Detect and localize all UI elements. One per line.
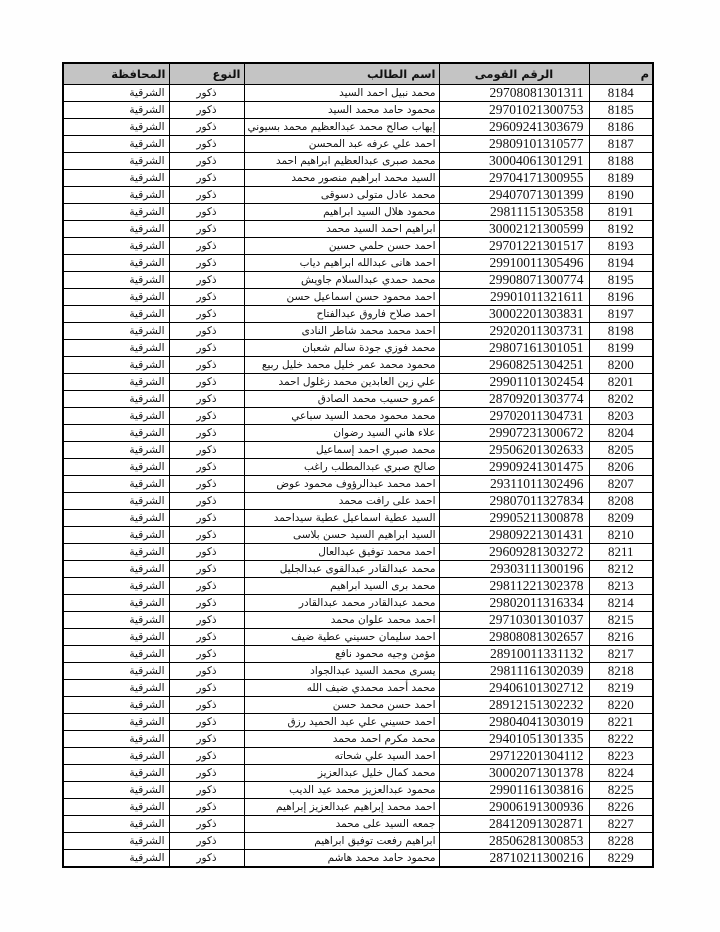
national-id-cell: 29609281303272 (439, 543, 589, 560)
gender-cell: ذكور (169, 84, 244, 101)
row-index-cell: 8184 (589, 84, 653, 101)
national-id-cell: 28506281300853 (439, 832, 589, 849)
gender-cell: ذكور (169, 271, 244, 288)
students-roster-table (62, 62, 654, 868)
governorate-cell: الشرقية (63, 254, 169, 271)
governorate-cell: الشرقية (63, 339, 169, 356)
row-index-cell: 8187 (589, 135, 653, 152)
student-name-cell: إيهاب صالح محمد عبدالعظيم محمد بسيوني (244, 118, 439, 135)
governorate-cell: الشرقية (63, 135, 169, 152)
governorate-cell: الشرقية (63, 713, 169, 730)
student-name-cell: محمد عبدالقادر عبدالقوى عبدالجليل (244, 560, 439, 577)
student-name-cell: مؤمن وجيه محمود نافع (244, 645, 439, 662)
gender-cell: ذكور (169, 509, 244, 526)
governorate-cell: الشرقية (63, 611, 169, 628)
student-name-cell: عمرو حسيب محمد الصادق (244, 390, 439, 407)
table-row (63, 118, 653, 135)
national-id-cell: 29811151305358 (439, 203, 589, 220)
gender-cell: ذكور (169, 713, 244, 730)
national-id-cell: 28910011331132 (439, 645, 589, 662)
gender-cell: ذكور (169, 322, 244, 339)
table-row (63, 305, 653, 322)
row-index-cell: 8224 (589, 764, 653, 781)
gender-cell: ذكور (169, 577, 244, 594)
national-id-cell: 29202011303731 (439, 322, 589, 339)
governorate-cell: الشرقية (63, 781, 169, 798)
gender-cell: ذكور (169, 662, 244, 679)
table-row (63, 645, 653, 662)
table-row (63, 288, 653, 305)
row-index-cell: 8211 (589, 543, 653, 560)
governorate-cell: الشرقية (63, 118, 169, 135)
national-id-cell: 29702011304731 (439, 407, 589, 424)
national-id-cell: 29909241301475 (439, 458, 589, 475)
governorate-cell: الشرقية (63, 220, 169, 237)
table-row (63, 373, 653, 390)
national-id-cell: 29907231300672 (439, 424, 589, 441)
gender-cell: ذكور (169, 645, 244, 662)
row-index-cell: 8191 (589, 203, 653, 220)
gender-cell: ذكور (169, 696, 244, 713)
table-row (63, 798, 653, 815)
student-name-cell: احمد محمد محمد شاطر النادى (244, 322, 439, 339)
national-id-cell: 30002071301378 (439, 764, 589, 781)
gender-cell: ذكور (169, 305, 244, 322)
national-id-cell: 29908071300774 (439, 271, 589, 288)
governorate-cell: الشرقية (63, 237, 169, 254)
gender-cell: ذكور (169, 152, 244, 169)
table-row (63, 322, 653, 339)
row-index-cell: 8227 (589, 815, 653, 832)
governorate-cell: الشرقية (63, 832, 169, 849)
table-row (63, 237, 653, 254)
table-row (63, 458, 653, 475)
row-index-cell: 8186 (589, 118, 653, 135)
student-name-cell: احمد هانى عبدالله ابراهيم دياب (244, 254, 439, 271)
gender-cell: ذكور (169, 611, 244, 628)
gender-cell: ذكور (169, 441, 244, 458)
table-row (63, 713, 653, 730)
governorate-cell: الشرقية (63, 679, 169, 696)
gender-cell: ذكور (169, 849, 244, 867)
row-index-cell: 8214 (589, 594, 653, 611)
student-name-cell: محمود عبدالعزيز محمد عيد الديب (244, 781, 439, 798)
national-id-cell: 29807011327834 (439, 492, 589, 509)
table-row (63, 169, 653, 186)
governorate-cell: الشرقية (63, 526, 169, 543)
gender-cell: ذكور (169, 288, 244, 305)
gender-cell: ذكور (169, 407, 244, 424)
gender-cell: ذكور (169, 356, 244, 373)
national-id-cell: 29710301301037 (439, 611, 589, 628)
student-name-cell: يسرى محمد السيد عبدالجواد (244, 662, 439, 679)
national-id-cell: 30002121300599 (439, 220, 589, 237)
governorate-cell: الشرقية (63, 356, 169, 373)
governorate-cell: الشرقية (63, 492, 169, 509)
table-row (63, 764, 653, 781)
row-index-cell: 8208 (589, 492, 653, 509)
national-id-cell: 29901161303816 (439, 781, 589, 798)
governorate-cell: الشرقية (63, 271, 169, 288)
row-index-cell: 8213 (589, 577, 653, 594)
governorate-cell: الشرقية (63, 764, 169, 781)
governorate-cell: الشرقية (63, 628, 169, 645)
student-name-cell: جمعه السيد على محمد (244, 815, 439, 832)
national-id-cell: 29809221301431 (439, 526, 589, 543)
student-name-cell: محمد حمدي عبدالسلام جاويش (244, 271, 439, 288)
governorate-cell: الشرقية (63, 305, 169, 322)
student-name-cell: محمد أحمد محمدي ضيف الله (244, 679, 439, 696)
column-header-gender: النوع (169, 63, 244, 84)
table-row (63, 203, 653, 220)
student-name-cell: السيد عطية اسماعيل عطية سيداحمد (244, 509, 439, 526)
gender-cell: ذكور (169, 118, 244, 135)
table-row (63, 441, 653, 458)
national-id-cell: 28709201303774 (439, 390, 589, 407)
student-name-cell: محمد مكرم احمد محمد (244, 730, 439, 747)
student-name-cell: محمد عادل متولى دسوقى (244, 186, 439, 203)
row-index-cell: 8185 (589, 101, 653, 118)
national-id-cell: 29807161301051 (439, 339, 589, 356)
student-name-cell: احمد علي عرفه عبد المحسن (244, 135, 439, 152)
gender-cell: ذكور (169, 186, 244, 203)
governorate-cell: الشرقية (63, 798, 169, 815)
table-row (63, 492, 653, 509)
student-name-cell: ابراهيم احمد السيد محمد (244, 220, 439, 237)
governorate-cell: الشرقية (63, 815, 169, 832)
student-name-cell: محمود محمد عمر خليل محمد خليل ربيع (244, 356, 439, 373)
gender-cell: ذكور (169, 135, 244, 152)
student-name-cell: احمد سليمان حسيني عطية ضيف (244, 628, 439, 645)
gender-cell: ذكور (169, 747, 244, 764)
student-name-cell: محمود هلال السيد ابراهيم (244, 203, 439, 220)
gender-cell: ذكور (169, 594, 244, 611)
gender-cell: ذكور (169, 798, 244, 815)
row-index-cell: 8218 (589, 662, 653, 679)
student-name-cell: احمد على رافت محمد (244, 492, 439, 509)
national-id-cell: 29804041303019 (439, 713, 589, 730)
governorate-cell: الشرقية (63, 560, 169, 577)
governorate-cell: الشرقية (63, 645, 169, 662)
gender-cell: ذكور (169, 832, 244, 849)
national-id-cell: 30004061301291 (439, 152, 589, 169)
national-id-cell: 29311011302496 (439, 475, 589, 492)
column-header-student-name: اسم الطالب (244, 63, 439, 84)
gender-cell: ذكور (169, 475, 244, 492)
national-id-cell: 29809101310577 (439, 135, 589, 152)
gender-cell: ذكور (169, 560, 244, 577)
table-row (63, 662, 653, 679)
row-index-cell: 8193 (589, 237, 653, 254)
governorate-cell: الشرقية (63, 84, 169, 101)
student-name-cell: صالح صبري عبدالمطلب راغب (244, 458, 439, 475)
student-name-cell: احمد محمود حسن اسماعيل حسن (244, 288, 439, 305)
table-body (63, 84, 653, 867)
row-index-cell: 8190 (589, 186, 653, 203)
student-name-cell: ابراهيم رفعت توفيق ابراهيم (244, 832, 439, 849)
row-index-cell: 8197 (589, 305, 653, 322)
table-row (63, 696, 653, 713)
table-row (63, 475, 653, 492)
table-row (63, 390, 653, 407)
national-id-cell: 29901101302454 (439, 373, 589, 390)
national-id-cell: 29701221301517 (439, 237, 589, 254)
national-id-cell: 29303111300196 (439, 560, 589, 577)
table-row (63, 611, 653, 628)
table-row (63, 747, 653, 764)
gender-cell: ذكور (169, 679, 244, 696)
student-name-cell: احمد صلاح فاروق عبدالفتاح (244, 305, 439, 322)
table-row (63, 407, 653, 424)
table-row (63, 628, 653, 645)
national-id-cell: 29609241303679 (439, 118, 589, 135)
table-row (63, 815, 653, 832)
table-row (63, 730, 653, 747)
row-index-cell: 8229 (589, 849, 653, 867)
governorate-cell: الشرقية (63, 288, 169, 305)
student-name-cell: احمد السيد علي شحاته (244, 747, 439, 764)
national-id-cell: 28912151302232 (439, 696, 589, 713)
gender-cell: ذكور (169, 781, 244, 798)
governorate-cell: الشرقية (63, 543, 169, 560)
column-header-index: م (589, 63, 653, 84)
row-index-cell: 8201 (589, 373, 653, 390)
national-id-cell: 28710211300216 (439, 849, 589, 867)
gender-cell: ذكور (169, 458, 244, 475)
national-id-cell: 29910011305496 (439, 254, 589, 271)
gender-cell: ذكور (169, 730, 244, 747)
student-name-cell: احمد محمد عبدالرؤوف محمود عوض (244, 475, 439, 492)
row-index-cell: 8225 (589, 781, 653, 798)
row-index-cell: 8226 (589, 798, 653, 815)
gender-cell: ذكور (169, 220, 244, 237)
governorate-cell: الشرقية (63, 203, 169, 220)
student-name-cell: احمد محمد علوان محمد (244, 611, 439, 628)
national-id-cell: 29811161302039 (439, 662, 589, 679)
row-index-cell: 8205 (589, 441, 653, 458)
row-index-cell: 8188 (589, 152, 653, 169)
column-header-national-id: الرقم القومى (439, 63, 589, 84)
student-name-cell: محمد عبدالقادر محمد عبدالقادر (244, 594, 439, 611)
table-header-row (63, 63, 653, 84)
governorate-cell: الشرقية (63, 730, 169, 747)
table-row (63, 254, 653, 271)
table-row (63, 186, 653, 203)
table-row (63, 424, 653, 441)
row-index-cell: 8204 (589, 424, 653, 441)
row-index-cell: 8198 (589, 322, 653, 339)
governorate-cell: الشرقية (63, 747, 169, 764)
table-row (63, 135, 653, 152)
governorate-cell: الشرقية (63, 424, 169, 441)
governorate-cell: الشرقية (63, 390, 169, 407)
national-id-cell: 29704171300955 (439, 169, 589, 186)
governorate-cell: الشرقية (63, 152, 169, 169)
governorate-cell: الشرقية (63, 373, 169, 390)
table-row (63, 781, 653, 798)
row-index-cell: 8219 (589, 679, 653, 696)
governorate-cell: الشرقية (63, 662, 169, 679)
national-id-cell: 29506201302633 (439, 441, 589, 458)
governorate-cell: الشرقية (63, 186, 169, 203)
national-id-cell: 29802011316334 (439, 594, 589, 611)
row-index-cell: 8189 (589, 169, 653, 186)
student-name-cell: محمود حامد محمد هاشم (244, 849, 439, 867)
national-id-cell: 29006191300936 (439, 798, 589, 815)
student-name-cell: احمد محمد إبراهيم عبدالعزيز إبراهيم (244, 798, 439, 815)
gender-cell: ذكور (169, 254, 244, 271)
row-index-cell: 8192 (589, 220, 653, 237)
gender-cell: ذكور (169, 339, 244, 356)
table-row (63, 220, 653, 237)
national-id-cell: 29708081301311 (439, 84, 589, 101)
governorate-cell: الشرقية (63, 849, 169, 867)
row-index-cell: 8200 (589, 356, 653, 373)
governorate-cell: الشرقية (63, 509, 169, 526)
governorate-cell: الشرقية (63, 458, 169, 475)
row-index-cell: 8222 (589, 730, 653, 747)
row-index-cell: 8202 (589, 390, 653, 407)
student-name-cell: السيد ابراهيم السيد حسن بلاسى (244, 526, 439, 543)
row-index-cell: 8215 (589, 611, 653, 628)
row-index-cell: 8195 (589, 271, 653, 288)
governorate-cell: الشرقية (63, 407, 169, 424)
table-row (63, 560, 653, 577)
row-index-cell: 8199 (589, 339, 653, 356)
gender-cell: ذكور (169, 101, 244, 118)
gender-cell: ذكور (169, 237, 244, 254)
gender-cell: ذكور (169, 628, 244, 645)
student-name-cell: محمود حامد محمد السيد (244, 101, 439, 118)
national-id-cell: 29406101302712 (439, 679, 589, 696)
gender-cell: ذكور (169, 764, 244, 781)
national-id-cell: 30002201303831 (439, 305, 589, 322)
student-name-cell: السيد محمد ابراهيم منصور محمد (244, 169, 439, 186)
national-id-cell: 29712201304112 (439, 747, 589, 764)
table-row (63, 594, 653, 611)
row-index-cell: 8221 (589, 713, 653, 730)
row-index-cell: 8216 (589, 628, 653, 645)
governorate-cell: الشرقية (63, 696, 169, 713)
row-index-cell: 8212 (589, 560, 653, 577)
table-row (63, 339, 653, 356)
governorate-cell: الشرقية (63, 577, 169, 594)
row-index-cell: 8217 (589, 645, 653, 662)
row-index-cell: 8207 (589, 475, 653, 492)
national-id-cell: 29905211300878 (439, 509, 589, 526)
student-name-cell: احمد حسيني علي عبد الحميد رزق (244, 713, 439, 730)
student-name-cell: محمد نبيل احمد السيد (244, 84, 439, 101)
row-index-cell: 8203 (589, 407, 653, 424)
row-index-cell: 8209 (589, 509, 653, 526)
national-id-cell: 29901011321611 (439, 288, 589, 305)
row-index-cell: 8196 (589, 288, 653, 305)
student-name-cell: محمد صبرى عبدالعظيم ابراهيم احمد (244, 152, 439, 169)
student-name-cell: محمد برى السيد ابراهيم (244, 577, 439, 594)
governorate-cell: الشرقية (63, 322, 169, 339)
row-index-cell: 8206 (589, 458, 653, 475)
national-id-cell: 29701021300753 (439, 101, 589, 118)
governorate-cell: الشرقية (63, 169, 169, 186)
student-name-cell: محمد كمال خليل عبدالعزيز (244, 764, 439, 781)
row-index-cell: 8223 (589, 747, 653, 764)
governorate-cell: الشرقية (63, 441, 169, 458)
student-name-cell: احمد حسن حلمي حسين (244, 237, 439, 254)
national-id-cell: 28412091302871 (439, 815, 589, 832)
student-name-cell: احمد حسن محمد حسن (244, 696, 439, 713)
table-row (63, 849, 653, 867)
student-name-cell: علاء هاني السيد رضوان (244, 424, 439, 441)
national-id-cell: 29407071301399 (439, 186, 589, 203)
governorate-cell: الشرقية (63, 594, 169, 611)
table-row (63, 152, 653, 169)
gender-cell: ذكور (169, 424, 244, 441)
gender-cell: ذكور (169, 390, 244, 407)
gender-cell: ذكور (169, 169, 244, 186)
governorate-cell: الشرقية (63, 475, 169, 492)
row-index-cell: 8220 (589, 696, 653, 713)
national-id-cell: 29401051301335 (439, 730, 589, 747)
gender-cell: ذكور (169, 492, 244, 509)
row-index-cell: 8194 (589, 254, 653, 271)
table-row (63, 832, 653, 849)
table-row (63, 271, 653, 288)
national-id-cell: 29608251304251 (439, 356, 589, 373)
table-row (63, 84, 653, 101)
column-header-governorate: المحافظة (63, 63, 169, 84)
national-id-cell: 29811221302378 (439, 577, 589, 594)
student-name-cell: محمد محمود محمد السيد سباعي (244, 407, 439, 424)
row-index-cell: 8228 (589, 832, 653, 849)
table-row (63, 543, 653, 560)
gender-cell: ذكور (169, 543, 244, 560)
student-name-cell: احمد محمد توفيق عبدالعال (244, 543, 439, 560)
table-row (63, 526, 653, 543)
governorate-cell: الشرقية (63, 101, 169, 118)
student-name-cell: علي زين العابدين محمد زغلول احمد (244, 373, 439, 390)
table-row (63, 577, 653, 594)
gender-cell: ذكور (169, 373, 244, 390)
student-name-cell: محمد صبري احمد إسماعيل (244, 441, 439, 458)
table-row (63, 509, 653, 526)
gender-cell: ذكور (169, 815, 244, 832)
gender-cell: ذكور (169, 203, 244, 220)
table-row (63, 101, 653, 118)
table-row (63, 356, 653, 373)
gender-cell: ذكور (169, 526, 244, 543)
national-id-cell: 29808081302657 (439, 628, 589, 645)
table-row (63, 679, 653, 696)
student-name-cell: محمد فوزي جودة سالم شعبان (244, 339, 439, 356)
row-index-cell: 8210 (589, 526, 653, 543)
